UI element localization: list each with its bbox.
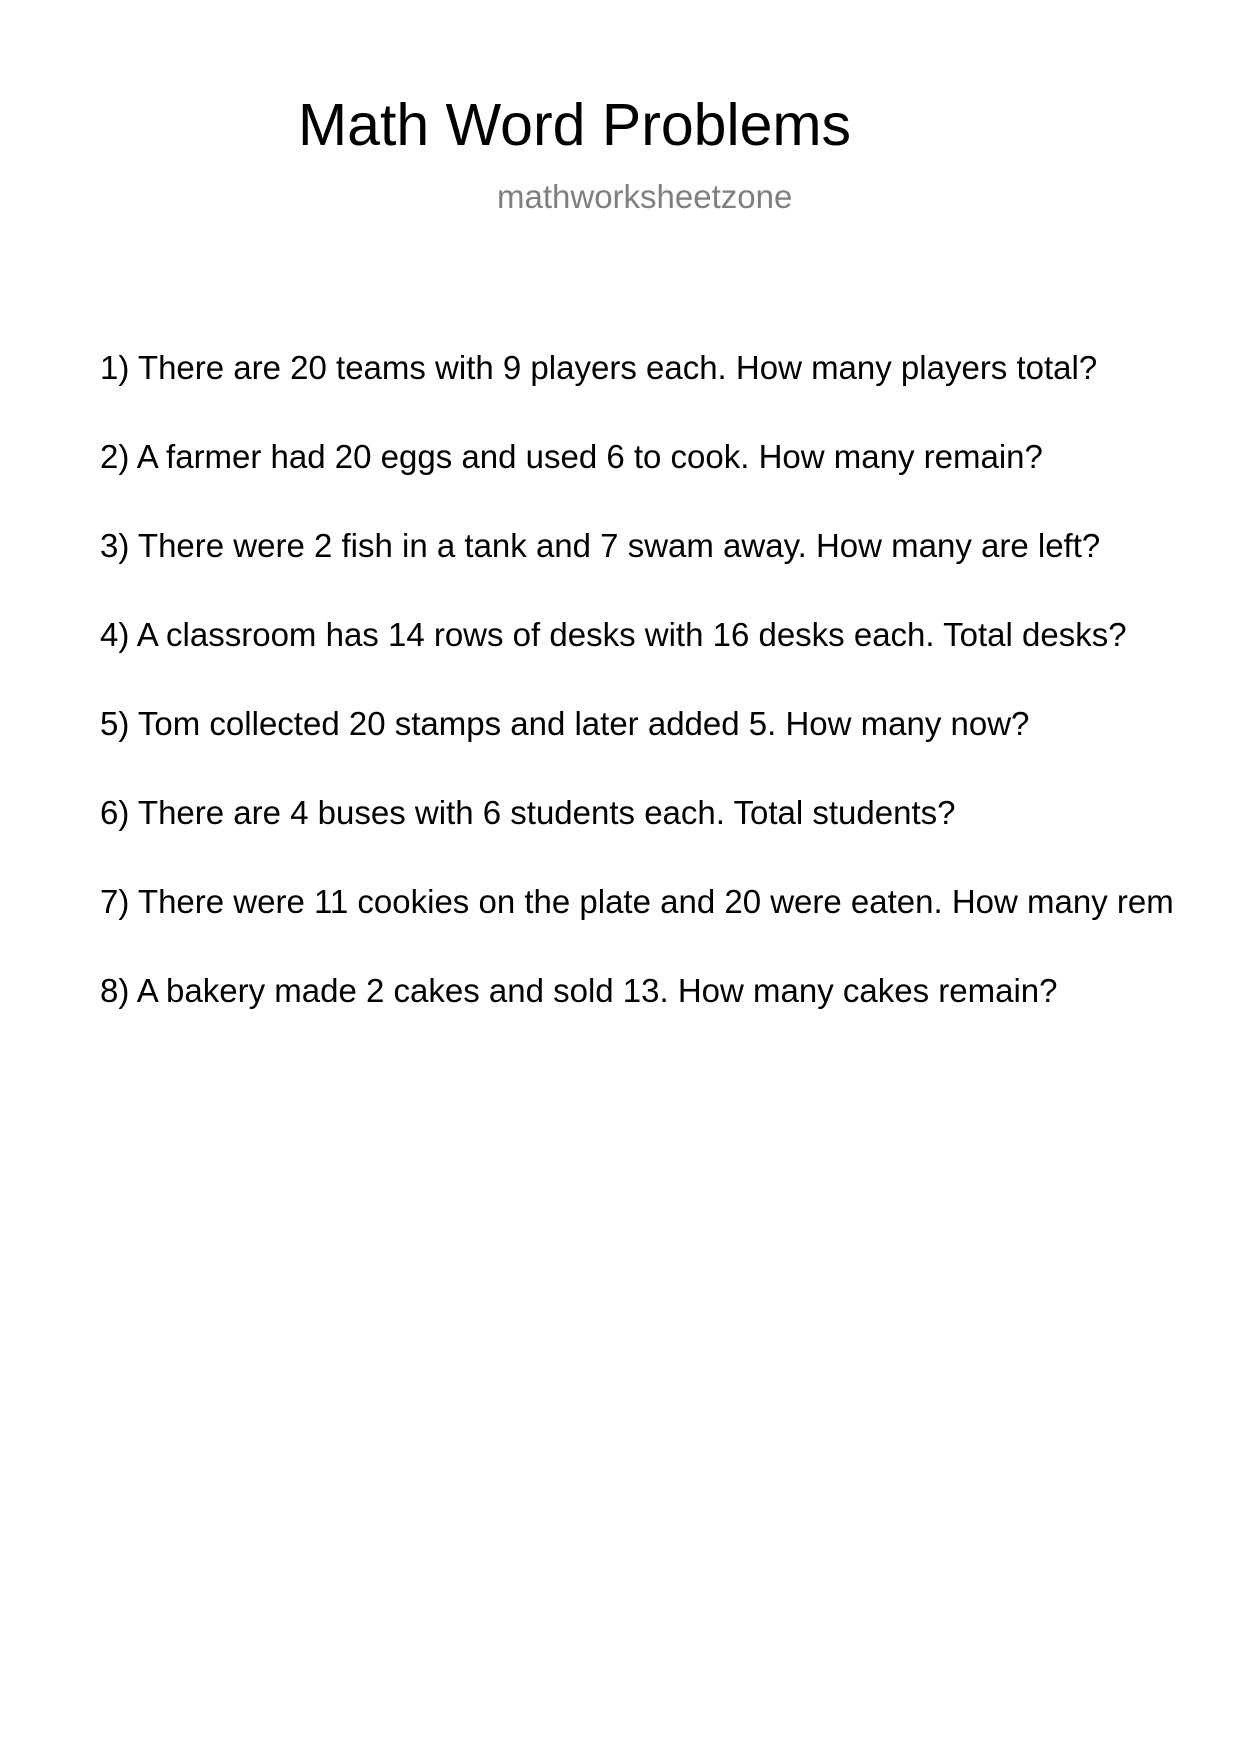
problem-item-6: 6) There are 4 buses with 6 students each. Total students? [100, 794, 956, 831]
page-subtitle: mathworksheetzone [497, 178, 793, 215]
problem-item-2: 2) A farmer had 20 eggs and used 6 to cook. How many remain? [100, 438, 1043, 475]
problem-item-3: 3) There were 2 fish in a tank and 7 swam away. How many are left? [100, 527, 1101, 564]
page-title: Math Word Problems [298, 92, 852, 158]
problem-list [100, 347, 1240, 1059]
problem-item-8: 8) A bakery made 2 cakes and sold 13. How many cakes remain? [100, 972, 1058, 1009]
problem-item-4: 4) A classroom has 14 rows of desks with 16 desks each. Total desks? [100, 616, 1127, 653]
problem-item-7: 7) There were 11 cookies on the plate and 20 were eaten. How many rem [100, 883, 1174, 920]
problem-item-5: 5) Tom collected 20 stamps and later added 5. How many now? [100, 705, 1030, 742]
problem-item-1: 1) There are 20 teams with 9 players each. How many players total? [100, 349, 1098, 386]
